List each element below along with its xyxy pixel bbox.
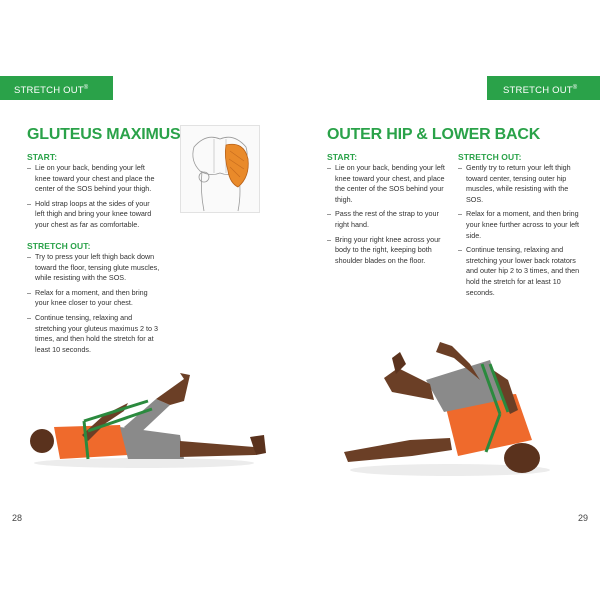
outer-hip-stretch-photo xyxy=(340,340,550,480)
head xyxy=(504,443,540,473)
page-number-right: 29 xyxy=(578,513,589,523)
right-stretch-steps xyxy=(458,163,580,302)
instruction-step: – Continue tensing, relaxing and stretching your lower back rotators and outer hip 2 to 3 times, and then hold the stretch for at least 10 seconds. xyxy=(458,245,580,298)
instruction-step: – Hold strap loops at the sides of your left thigh and bring your knee toward your chest as far as comfortable. xyxy=(27,199,160,231)
right-arm xyxy=(344,438,452,462)
header-tab-left xyxy=(0,76,113,121)
gluteus-stretch-photo xyxy=(24,375,274,475)
right-leg xyxy=(180,441,256,457)
right-stretch-heading: STRETCH OUT: xyxy=(458,152,522,162)
head xyxy=(30,429,54,453)
instruction-step: – Continue tensing, relaxing and stretching your gluteus maximus 2 to 3 times, and then hold the stretch for at least 10 seconds. xyxy=(27,313,160,355)
tab-label: STRETCH OUT xyxy=(503,85,573,97)
instruction-step: – Lie on your back, bending your left knee toward your chest, and place the center of the SOS behind your thigh. xyxy=(327,163,445,205)
left-stretch-steps xyxy=(27,252,160,359)
left-start-steps xyxy=(27,163,160,235)
instruction-step: – Try to press your left thigh back down toward the floor, tensing glute muscles, while resisting with the SOS. xyxy=(27,252,160,284)
instruction-step: – Relax for a moment, and then bring your knee closer to your chest. xyxy=(27,288,160,309)
right-leg xyxy=(384,368,434,400)
instruction-step: – Bring your right knee across your body to the right, keeping both shoulder blades on the floor. xyxy=(327,235,445,267)
tab-label: STRETCH OUT xyxy=(14,85,84,97)
right-page-title: OUTER HIP & LOWER BACK xyxy=(327,126,541,143)
left-shin xyxy=(156,373,190,405)
right-start-heading: START: xyxy=(327,152,358,162)
gluteus-anatomy-illustration xyxy=(180,125,260,213)
instruction-step: – Lie on your back, bending your left knee toward your chest and place the center of the SOS behind your thigh. xyxy=(27,163,160,195)
left-stretch-heading: STRETCH OUT: xyxy=(27,241,91,251)
instruction-step: – Relax for a moment, and then bring your knee further across to your left side. xyxy=(458,209,580,241)
registered-mark: ® xyxy=(83,85,89,91)
instruction-step: – Pass the rest of the strap to your right hand. xyxy=(327,209,445,230)
left-start-heading: START: xyxy=(27,152,58,162)
tab-suffix: STRAP xyxy=(14,109,47,121)
right-start-steps xyxy=(327,163,445,270)
header-tab-right xyxy=(487,76,600,121)
instruction-step: – Gently try to return your left thigh toward center, tensing outer hip muscles, while resisting with the SOS. xyxy=(458,163,580,205)
shorts xyxy=(120,427,184,459)
left-page-title: GLUTEUS MAXIMUS xyxy=(27,126,181,143)
tab-suffix: STRAP xyxy=(503,109,536,121)
registered-mark: ® xyxy=(572,85,578,91)
page-number-left: 28 xyxy=(12,513,23,523)
